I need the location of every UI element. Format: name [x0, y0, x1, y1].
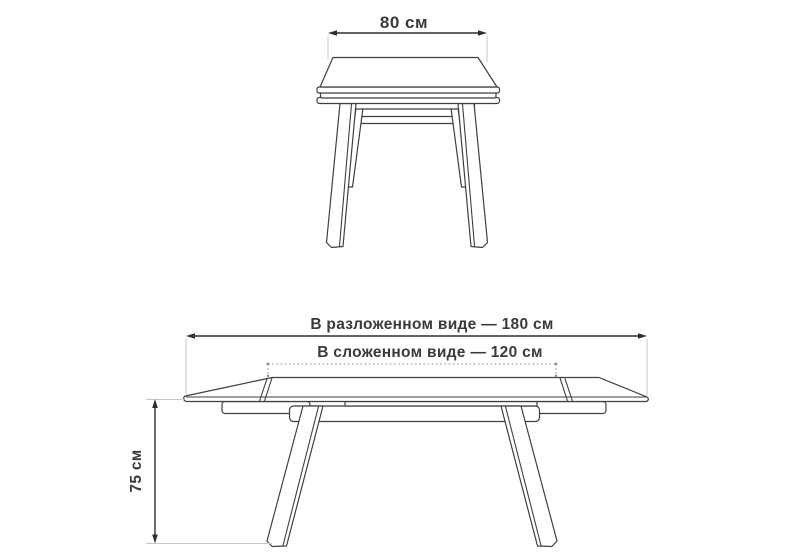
extended-dimension-label: В разложенном виде — 180 см	[310, 316, 554, 333]
dotted-corner-right	[555, 363, 558, 366]
width-dimension	[328, 13, 487, 36]
dotted-end-right	[555, 375, 557, 377]
extended-length-dimension	[186, 316, 647, 339]
tabletop-slab-top-edge	[317, 87, 500, 93]
table-side-view-extended	[184, 339, 649, 547]
dotted-end-left	[267, 375, 269, 377]
arrowhead-left	[328, 30, 337, 36]
folded-dimension-label: В сложенном виде — 120 см	[317, 344, 543, 361]
side-view-right-leg	[501, 406, 557, 547]
arrowhead-left	[186, 333, 195, 339]
extended-tabletop	[184, 378, 649, 402]
table-front-view	[317, 37, 500, 248]
folded-length-dimension	[267, 344, 558, 377]
height-dimension-label: 75 см	[128, 449, 145, 493]
arrowhead-down	[152, 535, 158, 544]
width-dimension-label: 80 см	[379, 13, 429, 32]
dotted-corner-left	[267, 363, 270, 366]
back-stretcher	[356, 117, 460, 124]
tabletop-surface	[320, 58, 497, 88]
side-view-left-leg	[267, 406, 323, 547]
arrowhead-right	[478, 30, 487, 36]
height-dimension	[128, 399, 272, 544]
arrowhead-up	[152, 399, 158, 408]
slide-rail	[345, 402, 537, 407]
arrowhead-right	[638, 333, 647, 339]
